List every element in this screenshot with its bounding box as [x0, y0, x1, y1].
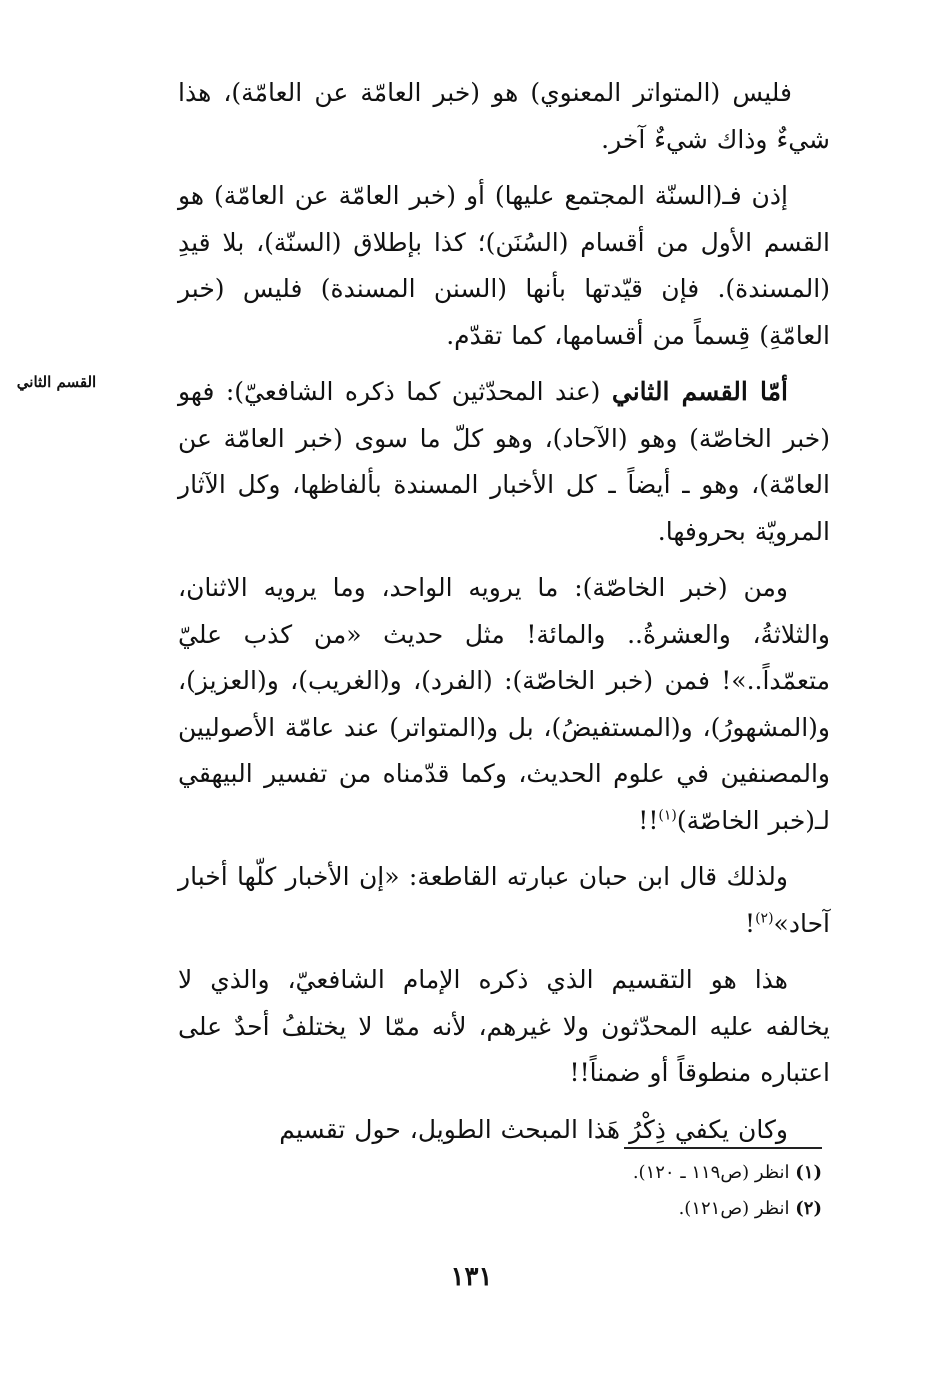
paragraph-3 [178, 369, 830, 555]
paragraph-4-end: !! [638, 805, 659, 835]
paragraph-4-body: ومن (خبر الخاصّة): ما يرويه الواحد، وما يرويه الاثنان، والثلاثةُ، والعشرةُ.. والمائة! مثل حديث «من كذب عليّ متعمّداً..»! فمن (خبر الخاصّة): (الفرد)، و(الغريب)، و(العزيز)، و(المشهورُ)، و(المستفيضُ)، بل و(المتواتر) عند عامّة الأصوليين والمصنفين في علوم الحديث، وكما قدّمناه من تفسير البيهقي لـ(خبر الخاصّة) [178, 573, 830, 835]
paragraph-3-body: (عند المحدّثين كما ذكره الشافعيّ): فهو (خبر الخاصّة) وهو (الآحاد)، وهو كلّ ما سوى (خبر العامّة عن العامّة)، وهو ـ أيضاً ـ كل الأخبار المسندة بألفاظها، وكل الآثار المرويّة بحروفها. [178, 377, 831, 546]
paragraph-5 [178, 854, 830, 947]
footnotes [182, 1155, 822, 1227]
paragraph-2: إذن فـ(السنّة المجتمع عليها) أو (خبر العامّة عن العامّة) هو القسم الأول من أقسام (السُنَن)؛ كذا بإطلاق (السنّة)، بلا قيدِ (المسندة). فإن قيّدتها بأنها (السنن المسندة) فليس (خبر العامّةِ) قِسماً من أقسامها، كما تقدّم. [178, 181, 830, 350]
page-number: ١٣١ [450, 1262, 493, 1292]
paragraph-5-end: ! [745, 908, 756, 938]
paragraph-6: هذا هو التقسيم الذي ذكره الإمام الشافعيّ، والذي لا يخالفه عليه المحدّثون ولا غيرهم، لأنه ممّا لا يختلفُ أحدٌ على اعتباره منطوقاً أو ضمناً!! [178, 965, 830, 1087]
paragraph-7: وكان يكفي ذِكْرُ هَذا المبحث الطويل، حول تقسيم [279, 1114, 788, 1144]
footnote-2-text: انظر (ص١٢١). [678, 1198, 796, 1219]
footnote-divider [624, 1147, 822, 1149]
paragraph-1: فليس (المتواتر المعنوي) هو (خبر العامّة عن العامّة)، هذا شيءٌ وذاك شيءٌ آخر. [178, 78, 830, 154]
margin-note: القسم الثاني [16, 373, 97, 391]
footnote-ref-1: (١) [658, 807, 677, 824]
footnote-1 [182, 1155, 822, 1191]
footnote-1-text: انظر (ص١١٩ ـ ١٢٠). [632, 1162, 796, 1183]
paragraph-4 [178, 565, 830, 844]
section-lead: أمّا القسم الثاني [611, 377, 789, 406]
footnote-2 [182, 1191, 822, 1227]
footnote-ref-2: (٢) [755, 910, 774, 927]
main-text [178, 70, 830, 1163]
paragraph-5-body: ولذلك قال ابن حبان عبارته القاطعة: «إن الأخبار كلّها أخبار آحاد» [178, 862, 830, 938]
footnote-2-number: (٢) [795, 1198, 822, 1219]
footnote-1-number: (١) [795, 1162, 822, 1183]
